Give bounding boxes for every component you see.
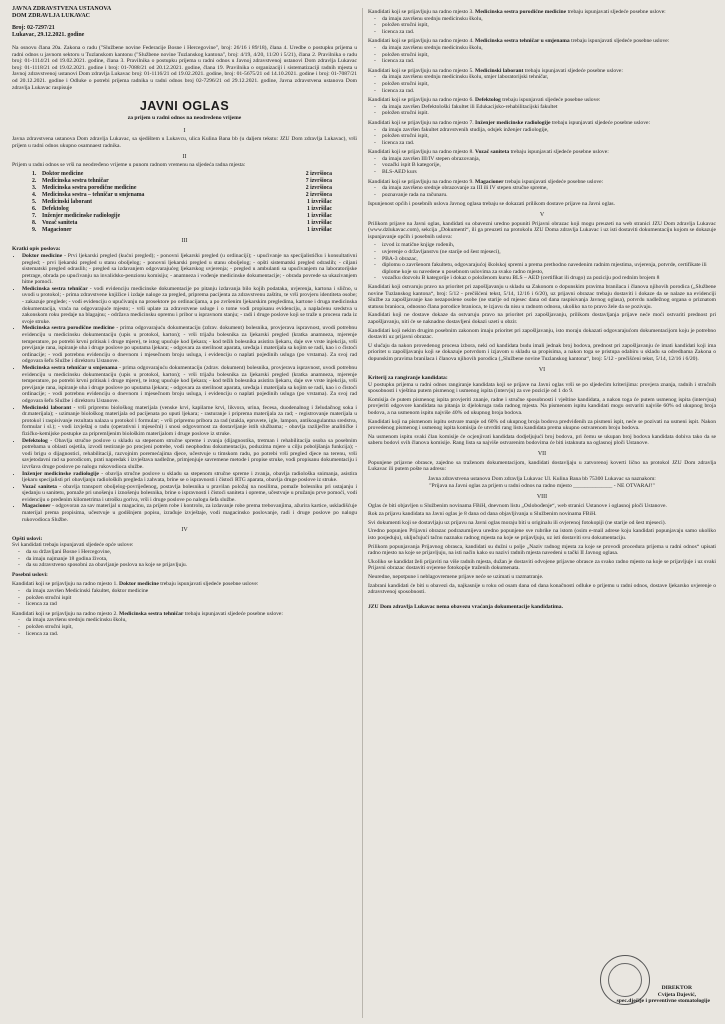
special-intro-b: trebaju ispunjavati sljedeće posebne uslove: xyxy=(160,581,259,588)
section-8-paragraph-5: Prilikom popunjavanja Prijavnog obrasca, kandidati su dužni u polje „Naziv radnog mjesta za koje se provodi procedura prijema u radni odnos“ upisati radno mjesto na koje se prijavljuju, na isti način kako su nazivi radnih mjesta navedeni u tački II Javnog oglasa. xyxy=(368,543,716,557)
special-intro-b: trebaju ispunjavati sljedeće posebne uslove: xyxy=(505,178,604,185)
special-condition-item: - da imaju završenu srednju medicinsku školu, xyxy=(382,16,716,23)
duty-position-name: Defektolog xyxy=(22,437,48,444)
special-intro-a: Kandidati koji se prijavljuju na radno mjesto 8. xyxy=(368,149,474,156)
position-row xyxy=(32,185,332,192)
duty-item xyxy=(22,405,357,438)
position-name: Defektolog xyxy=(42,205,69,212)
special-intro-b: trebaju ispunjavati sljedeće posebne uslove: xyxy=(567,9,666,15)
special-condition-list xyxy=(368,45,716,65)
section-8-paragraph-6: Ukoliko se kandidat želi prijaviti na više radnih mjesta, dužan je dostaviti odvojene prijavne obrasce za svako radno mjesto na koje se prijavljuje i uz svaki Prijavni obrazac dostaviti ovjerene fotokopije traženih dokumenata. xyxy=(368,558,716,572)
position-count: 2 izvršioca xyxy=(305,170,332,177)
special-condition-intro xyxy=(368,68,716,75)
special-conditions-right xyxy=(368,9,716,198)
position-number: 6. xyxy=(32,205,37,212)
section-number: I xyxy=(183,127,186,134)
general-conditions-heading: Opšti uslovi: xyxy=(12,535,43,542)
special-condition-item: - da imaju završen Medicinski fakultet, doktor medicine xyxy=(26,588,357,595)
intro-paragraph: Na osnovu člana 20a. Zakona o radu ("Službene novine Federacije Bosne i Hercegovine", broj: 26/16 i 89/18), člana 4. Uredbe o postupku prijema u radni odnos u javnom sektoru u Tuzlanskom kantonu ("Službene novine Tuzlanskog kantona", broj: 4/19, 4/20, 11/20 i 5/21), člana 2. Pravilnika o radu broj: 01-1114/21 od 19.02.2021. godine, člana 3. Pravilnika o postupku prijema u radni odnos u Javnoj zdravstvenoj ustanovi Dom zdravlja Lukavac broj: 01-1118/21 od 19.02.2021. godine i broj: 01-7088/21 od 20.12.2021. godine, člana 19. Pravilnika o organizaciji i sistematizaciji radnih mjesta u Javnoj zdravstvenoj ustanovi Dom zdravlja Lukavac broj: 01-1116/21 od 19.02.2021. godine, broj: 01-5675/21 od 14.10.2021. godine i broj: 01-7087/21 od 20.12.2021. godine i Odluke o potrebi prijema radnika u radni odnos broj 02-7296/21 od 29.12.2021. godine, Javna zdravstvena ustanova Dom zdravlja Lukavac raspisuje xyxy=(12,45,357,91)
special-position-name: Medicinska sestra tehničar xyxy=(119,610,184,617)
section-6-paragraph-4: Na usmenom ispitu svaki član komisije će ocjenjivati kandidata dodjeljujući broj bodova, pri čemu se ukupan broj bodova kandidata dobiva tako da se saberu bodovi svih članova komisije. Rang lista sa najviše ostvarenim bodovima će biti istaknuta na oglasnoj ploči Ustanove. xyxy=(368,433,716,447)
special-condition-item: - poznavanje rada na računaru. xyxy=(382,192,716,199)
positions-table xyxy=(32,171,332,234)
org-name-line2: DOM ZDRAVLJA LUKAVAC xyxy=(12,13,91,19)
section-8-paragraph-7: Neuredne, nepotpune i neblagovremene prijave neće se uzimati u razmatranje. xyxy=(368,573,544,580)
required-document-item: - uvjerenje o državljanstvu (ne starije od šest mjeseci), xyxy=(382,249,716,256)
page-subtitle: za prijem u radni odnos na neodređeno vrijeme xyxy=(127,115,242,122)
special-intro-b: trebaju ispunjavati sljedeće posebne uslove: xyxy=(510,149,609,156)
org-name-line1: JAVNA ZDRAVSTVENA USTANOVA xyxy=(12,6,112,12)
left-column xyxy=(12,6,357,639)
section-number: III xyxy=(181,237,188,244)
special-position-name: Inženjer medicinske radiologije xyxy=(475,119,551,126)
required-document-item: - PBA-3 obrazac, xyxy=(382,256,716,263)
position-row xyxy=(32,220,332,227)
special-condition-group xyxy=(12,611,357,637)
special-condition-item: - položen stručni ispit, xyxy=(382,52,716,59)
special-condition-list xyxy=(12,588,357,608)
mailing-address: Javna zdravstvena ustanova Dom zdravlja Lukavac Ul. Kulina Bana bb 75300 Lukavac sa naznakom: xyxy=(428,475,656,482)
position-count: 7 izvršioca xyxy=(305,177,332,184)
special-condition-group xyxy=(368,179,716,199)
section-5-paragraph-3: Kandidati koji ne dostave dokaze da ostvaruju pravo na prioritet pri zapošljavanju, prilikom dostavljanja prijave neće moći ostvariti prednost pri zapošljavanju, niti će se naknadno dostavljeni dokazi uzeti u obzir. xyxy=(368,312,716,325)
special-condition-item: - licenca za rad. xyxy=(382,29,716,36)
column-divider xyxy=(362,8,363,1018)
duty-item xyxy=(22,438,357,471)
required-document-item: - vozačku dozvolu B kategorije i dokaz o položenom kursu BLS – AED (certifikat ili drugo) za poziciju pod rednim brojem 8 xyxy=(382,275,716,282)
special-condition-item: - vozački ispit B kategorije, xyxy=(382,162,716,169)
duty-description: - Prvi ljekarski pregled (kućni pregled); - ponovni ljekarski pregled (u ordinaciji); - upućivanje na specijalističku i konsultativni pregled; - prvi ljekarski pregled u stanu oboljelog; - ponovni ljekarski pregled u stanu oboljelog; - opšti sistematski pregled odraslih; - ciljani sistematski pregled odraslih; - pregled sa izdavanjem odgovarajućeg ljekarskog uvjerenja; - pregled u ambulanti sa upućivanjem na laboratorijske pretrage, obrada po upućivanju na invalidsko-penzionu komisiju; - anamneza i vođenje medicinske dokumentacije; - obrada povrede sa ukazivanjem hitne pomoći. xyxy=(22,252,358,286)
duty-description: - obavlja transport oboljelog-povrijeđenog, postavlja bolesnika u pravilan položaj na nosilima, pomaže bolesniku pri ustajanju i sjedanju u sanitetu, pomaže pri unošenju i iznošenju bolesnika, brine o ispravnosti i čistoći saniteta i opreme, učestvuje u pružanju prve pomoći, vodi evidenciju o pređenim kilometrima i utrošku goriva, vrši i druge poslove po nalogu šefa službe. xyxy=(22,483,357,503)
position-count: 1 izvršilac xyxy=(307,219,332,226)
special-position-name: Medicinski laborant xyxy=(475,67,524,74)
duty-position-name: Inženjer medicinske radiologije xyxy=(22,470,100,477)
ranking-criteria-heading: Kriterij za rangiranje kandidata: xyxy=(368,375,448,382)
position-count: 1 izvršilac xyxy=(307,198,332,205)
duty-position-name: Vozač saniteta xyxy=(22,483,57,490)
position-row xyxy=(32,192,332,199)
section-5-paragraph-4: Kandidati koji nekim drugim posebnim zakonom imaju prioritet pri zapošljavanju, isto moraju dokazati odgovarajućom dokumentacijom koju je potrebno dostaviti uz prijavni obrazac. xyxy=(368,327,716,341)
required-documents-list xyxy=(368,242,716,282)
position-number: 4. xyxy=(32,191,37,198)
position-name: Magacioner xyxy=(42,226,72,233)
general-conditions-intro: Svi kandidati trebaju ispunjavati sljedeće opće uslove: xyxy=(12,542,134,549)
special-position-name: Magacioner xyxy=(475,178,504,185)
position-row xyxy=(32,171,332,178)
special-condition-list xyxy=(368,104,716,117)
page-title: JAVNI OGLAS xyxy=(139,99,230,114)
special-position-name: Doktor medicine xyxy=(119,581,159,588)
section-1-text: Javna zdravstvena ustanova Dom zdravlja Lukavac, sa sjedištem u Lukavcu, ulica Kulina Bana bb (u daljem tekstu: JZU Dom zdravlja Lukavac), vrši prijem u radni odnos ukupno osamnaest radnika. xyxy=(12,136,357,149)
special-position-name: Vozač saniteta xyxy=(475,149,510,156)
envelope-label: "Prijava na Javni oglas za prijem u radni odnos na radno mjesto ______________ - NE OTVARAJ!" xyxy=(429,483,655,490)
section-6-paragraph-1: U postupku prijema u radni odnos rangiranje kandidata koji se prijave na Javni oglas vrši se po sljedećim kriterijima: provjera znanja, radnih i stručnih sposobnosti i vještina putem pismenog i usmenog ispita (intervju) za sve pozicije od 1 do 9. xyxy=(368,381,716,395)
duty-position-name: Medicinska sestra tehničar u smjenama xyxy=(22,365,118,371)
position-row xyxy=(32,178,332,185)
position-row xyxy=(32,213,332,220)
position-number: 1. xyxy=(32,170,37,177)
section-6-paragraph-2: Komisija će putem pismenog ispita provjeriti znanje, radne i stručne sposobnosti i vještine kandidata, a nakon toga će putem usmenog ispita (intervjua) provjeriti odgovore kandidata na pitanja iz djelokruga rada radnog mjesta. Na pismenom ispitu kandidati mogu ostvariti najviše 60% od ukupnog broja bodova, a na usmenom ispitu najviše 40% od ukupnog broja bodova. xyxy=(368,396,716,417)
duty-description: - prima odgovarajuću dokumentaciju (zdrav. dokument) bolesnika, provjerava ispravnost, uvodi potrebnu evidenciju u medicinsku dokumentaciju (upis u protokol, karton); - vrši trijažu bolesnika za ljekarski pregled (kratka anamneza, mjerenje temperature, po potrebi krvni pritisak i druge mjere), te istog upućuje kod ljekara; - kod težih bolesnika asistira ljekaru, daje sve vrste injekcija, vrši previjanje rana, ispiranje uha i druge poslove po uputama ljekara; - odgovara za sterilnost aparata, uređaja i materijala sa kojim se radi, kao i o čistoći ordinacije; - vodi potrebnu evidenciju o dnevnom i mjesečnom broju usluga, i evidenciju o naplati pojedinih usluga (po vrstama). Za svoj rad odgovara šefu Službe i direktoru Ustanove. xyxy=(22,325,357,365)
special-condition-item: - položen stručni ispit. xyxy=(382,110,716,117)
special-position-name: Medicinska sestra porodične medicine xyxy=(475,9,567,15)
special-conditions-left xyxy=(12,581,357,637)
duty-description: - vodi evidenciju medicinske dokumentacije po pitanju izdavanja bilo kojih podataka, uvjerenja, kartona i slično, u uvodi u protokol; - prima zdravstvene knjižice i izdaje naloge za pregled, priprema pacijenta za zdravstvenu zaštitu, te vrši provjeru identiteta osobe; - zakazuje preglede; - vodi evidenciju o upućivanju na prosektore po ordinacijama, a po zvršenim ljekarskim pregledima, kartone i druga medicinska dokumentacija, vraća na odgovarajuće mjesto; - vrši uplate za zdravstvene usluge i o tome vodi propisanu evidenciju, a naplaćenu sredstva u zakonskom roku predaje na blagajnu; - održava medicinsku opremu i pribor u ispravnom stanju; - radi i druge poslove koji se traže u procesu rada iz svoje struke. xyxy=(22,285,357,325)
duty-item xyxy=(22,253,357,286)
general-condition-item: - da su zdravstveno sposobni za obavljanje poslova na koje se prijavljuju. xyxy=(26,562,357,569)
special-condition-item: - BLS-AED kurs xyxy=(382,169,716,176)
position-count: 2 izvršioca xyxy=(305,184,332,191)
position-name: Medicinska sestra – tehničar u smjenama xyxy=(42,191,145,198)
special-condition-group xyxy=(368,9,716,35)
section-number: VI xyxy=(538,366,546,373)
special-condition-group xyxy=(368,68,716,94)
special-condition-group xyxy=(368,97,716,117)
special-condition-group xyxy=(12,581,357,607)
section-7-text: Popunjene prijavne obrasce, zajedno sa traženom dokumentacijom, kandidati dostavljaju u zatvorenoj koverti lično na protokol JZU Dom zdravlja Lukavac ili putem pošte na adresu: xyxy=(368,459,716,473)
special-condition-list xyxy=(368,127,716,147)
position-count: 1 izvršilac xyxy=(307,205,332,212)
duty-item xyxy=(22,503,357,523)
position-name: Inženjer medicinske radiologije xyxy=(42,212,121,219)
general-conditions-list xyxy=(12,549,357,569)
special-condition-item: - licenca za rad xyxy=(26,601,357,608)
right-column xyxy=(368,6,716,610)
position-name: Medicinski laborant xyxy=(42,198,93,205)
duty-position-name: Medicinska sestra porodične medicine xyxy=(22,325,115,332)
special-condition-group xyxy=(368,149,716,175)
special-condition-list xyxy=(368,185,716,198)
special-position-name: Medicinska sestra tehničar u smjenama xyxy=(475,38,570,45)
position-number: 3. xyxy=(32,184,37,191)
position-number: 9. xyxy=(32,226,37,233)
document-number: Broj: 02-7297/21 xyxy=(12,25,55,31)
special-condition-item: - licenca za rad. xyxy=(382,140,716,147)
special-intro-a: Kandidati koji se prijavljuju na radno mjesto 9. xyxy=(368,178,474,185)
special-intro-a: Kandidati koji se prijavljuju na radno mjesto 3. xyxy=(368,9,474,15)
duty-item xyxy=(22,365,357,405)
special-intro-a: Kandidati koji se prijavljuju na radno mjesto 6. xyxy=(368,97,474,104)
position-count: 1 izvršilac xyxy=(307,212,332,219)
position-name: Medicinska sestra porodične medicine xyxy=(42,184,137,191)
section-number: VIII xyxy=(536,494,548,500)
special-intro-b: trebaju ispunjavati sljedeće posebne uslove: xyxy=(524,67,623,74)
special-condition-item: - položen stručni ispit, xyxy=(382,22,716,29)
duties-list xyxy=(12,253,357,523)
special-condition-intro xyxy=(368,149,716,156)
special-intro-b: trebaju ispunjavati sljedeće posebne uslove: xyxy=(551,119,651,126)
position-name: Vozač saniteta xyxy=(42,219,78,226)
special-condition-intro xyxy=(12,611,357,618)
special-intro-a: Kandidati koji se prijavljuju na radno mjesto 5. xyxy=(368,67,474,74)
position-number: 7. xyxy=(32,212,37,219)
special-position-name: Defektolog xyxy=(475,97,501,104)
position-number: 2. xyxy=(32,177,37,184)
position-row xyxy=(32,227,332,234)
special-condition-item: - da imaju završenu srednju medicinsku školu, xyxy=(382,45,716,52)
special-note: Ispunjenost općih i posebnih uslova Javnog oglasa trebaju se dokazati prilikom dostave prijave na Javni oglas. xyxy=(368,201,616,208)
duties-heading: Kratki opis poslova: xyxy=(12,246,61,253)
duty-item xyxy=(22,471,357,484)
section-number: II xyxy=(182,153,187,160)
duty-position-name: Medicinska sestra tehničar xyxy=(22,285,88,292)
special-condition-item: - da imaju završeno srednje obrazovanje za III ili IV stepen stručne spreme, xyxy=(382,185,716,192)
position-count: 2 izvršioca xyxy=(305,191,332,198)
duty-description: - prima odgovarajuću dokumentaciju (zdrav. dokument) bolesnika, provjerava ispravnost, uvodi potrebnu evidenciju u medicinsku dokumentaciju (upis u protokol, karton); - vrši trijažu bolesnika za ljekarski pregled (kratka anamneza, mjerenje temperature, po potrebi krvni pritisak i druge mjere), te istog upućuje kod ljekara; - kod težih bolesnika asistira ljekaru, daje sve vrste injekcija, vrši previjanje rana, ispiranje uha i druge poslove po uputama ljekara; - odgovara za sterilnost aparata, uređaja i materijala sa kojim se radi, kao i o čistoći ordinacije; - vodi potrebnu evidenciju o dnevnom i mjesečnom broju usluga, i evidenciju o naplati pojedinih usluga (po vrstama). Za svoj rad odgovara šefu Službe i direktoru Ustanove. xyxy=(22,365,357,404)
signatory-role: spec.dječije i preventivne stomatologije xyxy=(616,998,710,1005)
section-2-text: Prijem u radni odnos se vrši na neodređeno vrijeme u punom radnom vremenu na sljedeća radna mjesta: xyxy=(12,162,246,169)
document-date: Lukavac, 29.12.2021. godine xyxy=(12,32,85,38)
special-intro-b: trebaju ispunjavati sljedeće posebne uslove: xyxy=(184,610,283,617)
section-8-paragraph-8: Izabrani kandidati će biti u obavezi da, najkasnije u roku od osam dana od dana konačnosti odluke o prijemu u radni odnos, dostave ljekarsko uvjerenje o zdravstvenoj sposobnosti. xyxy=(368,582,716,596)
section-8-paragraph-4: Uredno popunjen Prijavni obrazac podrazumijeva uredno popunjene sve rubrike na istom (osim e-mail adrese koju kandidati popunjavaju samo ukoliko isto posjeduju), uključujući tačnu naznaku radnog mjesta na koje se prijavljuju, uz isti dostaviti svu dokumentaciju. xyxy=(368,528,716,541)
signatory-name: Cvijeta Dajević, xyxy=(657,991,696,998)
special-condition-list xyxy=(12,617,357,637)
section-number: IV xyxy=(181,527,188,534)
special-condition-list xyxy=(368,74,716,94)
signatory-title: DIREKTOR xyxy=(661,985,692,991)
special-condition-item: - položen stručni ispit, xyxy=(26,624,357,631)
special-condition-intro xyxy=(12,581,357,588)
special-condition-item: - da imaju završenu srednju medicinsku školu, smjer laboratorijski tehničar, xyxy=(382,74,716,81)
position-count: 1 izvršilac xyxy=(307,226,332,233)
special-intro-b: trebaju ispunjavati sljedeće posebne uslove: xyxy=(502,97,601,104)
special-condition-intro xyxy=(368,9,716,16)
special-condition-item: - položen stručni ispit, xyxy=(382,81,716,88)
special-condition-intro xyxy=(368,120,716,127)
special-condition-item: - licenca za rad. xyxy=(382,58,716,65)
position-row xyxy=(32,206,332,213)
section-5-text: Prilikom prijave na Javni oglas, kandidati su obavezni uredno popuniti Prijavni obrazac koji mogu preuzeti na web stranici JZU Dom zdravlja Lukavac (www.dzlukavac.com), sekcija „Dokumenti“, ili ga preuzeti na protokolu JZU Doma zdravlja Lukavac i uz isti dostaviti dokumentaciju kojom se dokazuje ispunjavanje općih i posebnih uslova: xyxy=(368,220,716,240)
special-condition-list xyxy=(368,16,716,36)
duty-item xyxy=(22,325,357,365)
required-document-item: - izvod iz matične knjige rođenih, xyxy=(382,242,716,249)
special-condition-item: - da imaju završen Defektološki fakultet ili Edukacijsko-rehabilitacijski fakultet xyxy=(382,104,716,111)
special-intro-a: Kandidati koji se prijavljuju na radno mjesto 4. xyxy=(368,38,474,45)
section-5-paragraph-5: U slučaju da nakon provedenog procesa izbora, neki od kandidata budu imali jednak broj bodova, prednost pri zapošljavanju će imati kandidati koji ima prioritet u zapošljavanju koji se dokazuje potvrdom i izjavom u skladu sa propisima, a nakon toga se pristupa odabiru u skladu sa odredbama Zakona o dopunskim pravima branilaca i članova njihovih porodica („Službene novine Tuzlanskog kantona“, broj: 5/12 - prečišćeni tekst, 5/14, 12/16 i 6/20). xyxy=(368,342,716,362)
duty-description: - Obavlja stručne poslove u skladu sa stepenom stručne spreme i zvanja (dijagnostika, tretman i rehabilitacija osoba sa posebnim potrebama u oblasti osjetila, izvodi testiranje po procjeni potrebe, vodi neophodnu dokumentaciju, poduzima mjere u cilju poboljšanja funkcija); - vodi brigu o dijagnostici, rehabilitaciji, razvojnim poremećajima djece, učestvuje u timskom radu, po potrebi vrši pregled djece na terenu, vrši savjetodavni rad sa porodicom, prati napredak i izvještava nadležne, primjenjuje savremene metode i propise struke, vodi propisanu dokumentaciju i izvršava druge poslove po nalogu rukovodioca službe. xyxy=(22,437,357,470)
special-condition-item: - položen stručni ispit, xyxy=(382,133,716,140)
duty-description: - odgovoran za sav materijal u magacinu, za prijem robe i kontrolu, za izdavanje robe prema trebovanjima, ažurira kartice, uskladišćuje materijal prema propisima, učestvuje u godišnjem popisu, izrađuje izvještaje, vodi magacinsko poslovanje, radi i druge poslove po nalogu rukovodioca Službe. xyxy=(22,503,357,523)
special-condition-item: - položen stručni ispit xyxy=(26,595,357,602)
duty-description: - obavlja stručne poslove u skladu sa stepenom stručne spreme i zvanja, obavlja radiološka snimanja, asistira ljekaru specijalisti pri obavljanju radioloških pregleda i zahvata, brine se o ispravnosti i čistoći RTG aparata, obavlja druge poslove iz struke. xyxy=(22,470,357,484)
duty-item xyxy=(22,286,357,326)
position-number: 5. xyxy=(32,198,37,205)
special-condition-intro xyxy=(368,97,716,104)
general-condition-item: - da su državljani Bosne i Hercegovine, xyxy=(26,549,357,556)
special-condition-intro xyxy=(368,38,716,45)
position-name: Doktor medicine xyxy=(42,170,84,177)
special-condition-item: - da imaju završen fakultet zdravstvenih studija, odsjek inženjer radiologije, xyxy=(382,127,716,134)
section-8-paragraph-1: Oglas će biti objavljen u Službenim novinama FBiH, dnevnom listu „Oslobođenje“, web stranici Ustanove i oglasnoj ploči Ustanove. xyxy=(368,502,667,509)
duty-description: - vrši pripremu biološkog materijala (venske krvi, kapilarne krvi, likvora, urina, fecesa, duodenalnog i želudačnog soka i dr.materijala); - uzimanje biološkog materijala od pacijenata po uputi ljekara; - rasturanje i priprema materijala za rad; - registrovanje materijala u protokol i raspisivanje rezultata nalaza u protokol i formular; - vrši pripremu pribora za rad (stakla, epruvete, igle, lampon, antikoagulantna sredstva, formular i sl.); - vodi izvještaj o radu (operativni i mjesečni) i snosi odgovornost za dostavljanje istih službama; - obavlja razliječite analitičke i fizičko-kemijske postupke za pripremljenim biološkim materijalom i druge poslove iz struke. xyxy=(22,404,357,437)
section-number: V xyxy=(539,212,545,219)
section-5-paragraph-2: Kandidati koji ostvaruju pravo na prioritet pri zapošljavanju u skladu sa Zakonom o dopunskim pravima branilaca i članova njihovih porodica („Službene novine Tuzlanskog kantona“, broj: 5/12 - prečišćeni tekst, 5/14, 12/16 i 6/20), uz prijavni obrazac trebaju dostaviti i dokaze da se nalaze na evidenciji Službe za zapošljavanje kao nezaposlene osobe (ne starije od mjesec dana od dana raspisivanja Javnog oglasa), potvrdu nadležnog organa o priznatom statusu branioca, odnosno člana porodice branioca, te izjavu da nisu u radnom odnosu, ukoliko na to pravo žele da se pozivaju. xyxy=(368,283,716,310)
special-intro-a: Kandidati koji se prijavljuju na radno mjesto 2. xyxy=(12,610,118,617)
special-intro-a: Kandidati koji se prijavljuju na radno mjesto 1. xyxy=(12,581,118,588)
duty-item xyxy=(22,484,357,504)
signature-block xyxy=(570,985,710,1005)
position-number: 8. xyxy=(32,219,37,226)
section-8-paragraph-3: Svi dokumenti koji se dostavljaju uz prijavu na Javni oglas moraju biti u originalu ili ovjerenoj fotokopiji (ne starije od šest mjeseci). xyxy=(368,519,666,526)
special-condition-intro xyxy=(368,179,716,186)
document-header xyxy=(12,6,357,39)
special-condition-item: - licenca za rad. xyxy=(382,88,716,95)
section-6-paragraph-3: Kandidati koji na pismenom ispitu ostvare manje od 60% od ukupnog broja bodova predviđenih za pismeni ispit, neće se pozivati na usmeni ispit. Nakon provedenog pismenog i usmenog ispita komisija će utvrditi rang listu kandidata prema ukupno ostvarenom broju bodova. xyxy=(368,418,716,432)
section-number: VII xyxy=(537,451,547,458)
special-intro-a: Kandidati koji se prijavljuju na radno mjesto 7. xyxy=(368,119,474,126)
closing-note: JZU Dom zdravlja Lukavac nema obavezu vraćanja dokumentacije kandidatima. xyxy=(368,603,564,610)
duty-position-name: Doktor medicine xyxy=(22,252,63,259)
duty-position-name: Medicinski laborant xyxy=(22,404,72,411)
special-intro-b: trebaju ispunjavati sljedeće posebne uslove: xyxy=(571,38,670,45)
position-row xyxy=(32,199,332,206)
required-document-item: - diplomu o završenom fakultetu, odgovarajućoj školskoj spremi a prema prethodno navedenim radnim mjestima, uvjerenja, potvrde, certifikate ili diplome koje su navedene u posebnom uslovima za svako radno mjesto, xyxy=(382,262,716,275)
position-name: Medicinska sestra tehničar xyxy=(42,177,109,184)
special-condition-item: - licenca za rad. xyxy=(26,631,357,638)
special-condition-item: - da imaju završenu srednju medicinsku školu, xyxy=(26,617,357,624)
general-condition-item: - da imaju najmanje 18 godina života, xyxy=(26,556,357,563)
special-condition-group xyxy=(368,38,716,64)
special-condition-item: - da imaju završen III/IV stepen obrazovanja, xyxy=(382,156,716,163)
special-condition-group xyxy=(368,120,716,146)
special-conditions-heading: Posebni uslovi: xyxy=(12,571,48,578)
duty-position-name: Magacioner xyxy=(22,503,51,510)
section-8-paragraph-2: Rok za prijavu kandidata na Javni oglas je 8 dana od dana objavljivanja u Službenim novinama FBiH. xyxy=(368,511,597,518)
special-condition-list xyxy=(368,156,716,176)
